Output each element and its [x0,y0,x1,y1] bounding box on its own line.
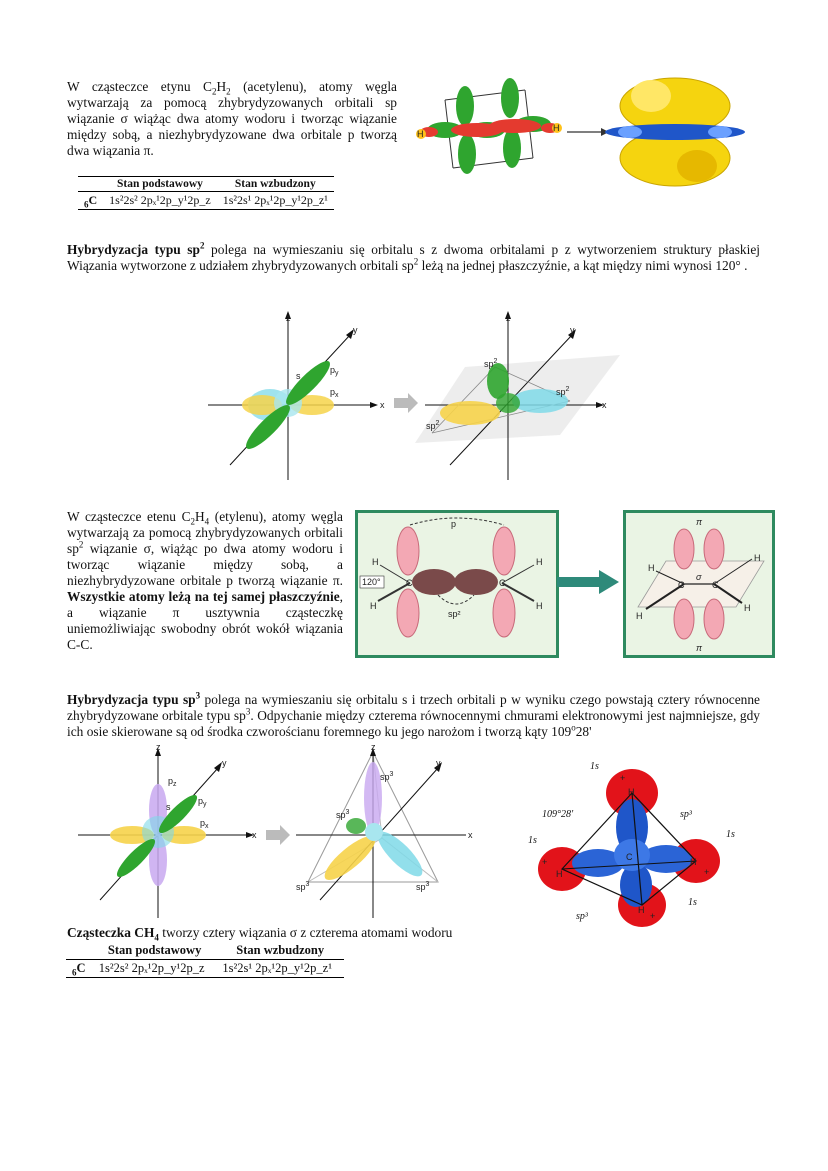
superscript: 3 [345,809,350,816]
table-corner [78,177,103,192]
excited-config: 1s²2s¹ 2pₓ¹2p_y¹2p_z¹ [222,193,328,207]
h-label: H [648,563,655,573]
1s-label: 1s [590,761,599,772]
col-excited: Stan wzbudzony [234,178,316,190]
ethylene-paragraph [67,509,343,653]
text-segment: sp [296,882,306,892]
x-axis-label: x [468,830,473,840]
table-corner [66,942,93,960]
methane-caption [67,925,452,941]
text-segment: 28' [575,724,592,739]
ethylene-pi-diagram [626,513,772,655]
text-segment: leżą na jednej płaszczyźnie, a kąt między nimi wynosi 120° . [418,258,748,273]
subscript: 2 [190,516,195,527]
sp3-label [416,881,430,892]
pi-label: π [696,643,703,653]
sp2-hybridization-diagram [200,305,620,490]
text-segment: H [216,79,227,94]
px-label [330,387,339,399]
text-segment: W cząsteczce etenu C [67,509,191,524]
z-axis-label: z [286,313,291,323]
superscript: 3 [195,690,201,701]
h-label: H [536,601,543,611]
text-segment: sp [380,772,390,782]
sp3-label: sp³ [576,911,588,922]
subscript: x [205,823,209,830]
col-excited: Stan wzbudzony [236,943,325,957]
arrow-icon [557,570,622,594]
superscript: 3 [305,881,310,888]
superscript: 2 [565,386,570,393]
h-label: H [536,557,543,567]
h-label: H [370,601,377,611]
text-segment: C [88,193,98,207]
plus-label: + [650,911,656,921]
plus-label: + [704,867,710,877]
1s-label: 1s [528,835,537,846]
s-label: s [296,371,301,381]
c-label: C [678,580,685,590]
x-axis-label: x [380,400,385,410]
superscript: o [571,722,576,733]
x-axis-label: x [252,830,257,840]
h-label: H [553,123,560,133]
sp3-hybridization-diagram [70,740,480,920]
text-segment: sp [426,421,436,431]
sp2-before-axes [208,311,385,480]
col-ground: Stan podstawowy [116,178,203,190]
ethylene-pi-box [623,510,775,658]
angle-label: 120° [362,577,381,587]
text-segment: , a wiązanie π usztywnia cząsteczkę uniemożliwiając swobodny obrót wokół wiązania C-C. [67,589,343,652]
subscript: 4 [204,516,210,527]
sp2-paragraph [67,242,760,274]
text-segment: wiązanie σ, wiążąc po dwa atomy wodoru i tworząc wiązanie między sobą, a niezhybrydyzowane orbitale p tworzą wiązanie π. [67,541,343,588]
sp2-after-axes [415,311,620,480]
col-ground: Stan podstawowy [107,943,202,957]
superscript: 3 [389,771,394,778]
subscript: 6 [84,199,89,210]
acetylene-paragraph [67,79,397,159]
superscript: 3 [425,881,430,888]
subscript: y [203,801,207,808]
text-segment: sp [336,810,346,820]
text-segment: p [330,365,336,375]
py-label [198,796,207,808]
pi-label: π [696,517,703,527]
subscript: z [173,781,177,788]
h-label: H [556,869,563,879]
1s-label: 1s [688,897,697,908]
ethylene-sp2-box [355,510,559,658]
py-label [330,365,339,377]
sp3-label [296,881,310,892]
h-label: H [372,557,379,567]
text-segment: p [330,387,336,397]
z-axis-label: z [156,742,161,752]
text-segment: tworzy cztery wiązania σ z czterema atomami wodoru [158,925,453,940]
row-label [66,960,93,978]
ethylene-sp2-diagram [358,513,556,655]
text-segment: sp [416,882,426,892]
text-segment: p [200,818,206,828]
acetylene-p-orbitals [416,78,562,174]
bold-term: Hybrydyzacja typu sp [67,242,200,257]
row-label [78,192,103,210]
c-label: C [499,578,506,588]
y-axis-label: y [353,325,358,335]
bold-term: Wszystkie atomy leżą na tej samej płaszczyźnie [67,589,340,604]
superscript: 2 [493,358,498,365]
y-axis-label: y [570,325,575,335]
sp3-after-axes [296,742,473,918]
text-segment: polega na wymieszaniu się orbitalu s z dwoma orbitalami p z wytworzeniem struktury płaskiej Wiązania wytworzone z udziałem zhybrydyzowanych orbitali sp [67,242,761,273]
pz-label [168,776,177,788]
sp2-label: sp² [448,609,461,619]
h-label: H [744,603,751,613]
acetylene-orbital-diagram [415,76,745,190]
sp3-before-axes [78,742,257,918]
subscript: 2 [211,86,217,97]
h-label: H [690,857,697,867]
methane-molecule-diagram [520,755,750,935]
sp3-paragraph [67,692,760,740]
h-label: H [417,129,424,139]
bold-term: Cząsteczka CH [67,925,155,940]
sp3-label [380,771,394,782]
c-label: C [712,580,719,590]
arrow-icon [266,825,290,845]
subscript: x [335,392,339,399]
text-segment: H [195,509,205,524]
p-label: p [451,519,457,529]
text-segment: (etylenu), atomy węgla wytwarzają za pomocą zhybrydyzowanych orbitali sp [67,509,343,556]
text-segment: polega na wymieszaniu się orbitalu s i trzech orbitali p w wyniku czego powstają cztery równocenne zhybrydyzowane orbitale typu sp [67,692,760,723]
ground-config: 1s²2s² 2pₓ¹2p_y¹2p_z [98,961,205,975]
h-label: H [754,553,761,563]
sigma-label: σ [696,572,702,582]
methane-config-table [66,942,344,978]
acetylene-pi-cloud [605,78,745,186]
h-label: H [636,611,643,621]
plus-label: + [620,773,626,783]
s-label: s [166,802,171,812]
subscript: 6 [72,967,77,978]
acetylene-config-table [78,176,334,210]
superscript: 2 [78,539,84,550]
text-segment: . Odpychanie między czterema równocennymi chmurami elektronowymi jest najmniejsze, gdy ich osie skierowane są od środka czworościanu foremnego ku jego narożom i tworzą kąty 109 [67,708,760,739]
superscript: 2 [413,256,419,267]
text-segment: sp [484,359,494,369]
text-segment: (acetylenu), atomy węgla wytwarzają za pomocą zhybrydyzowanych orbitali sp wiązanie σ wiążąc dwa atomy wodoru i tworząc wiązanie między sobą, a niezhybrydyzowane dwa orbitale p tworzą dwa wiązania π. [67,79,397,158]
plus-label: + [542,857,548,867]
1s-label: 1s [726,829,735,840]
superscript: 3 [245,706,251,717]
c-label: C [406,578,413,588]
sp3-label: sp³ [680,809,692,820]
x-axis-label: x [602,400,607,410]
text-segment: p [168,776,174,786]
text-segment: p [198,796,204,806]
c-label: C [626,852,633,862]
z-axis-label: z [506,313,511,323]
arrow-icon [394,393,418,413]
text-segment: sp [556,387,566,397]
subscript: y [335,370,339,377]
arrow-icon [567,128,609,136]
h-label: H [628,787,635,797]
h-label: H [638,905,645,915]
ground-config: 1s²2s² 2pₓ¹2p_y¹2p_z [109,193,211,207]
superscript: 2 [199,240,205,251]
subscript: 2 [226,86,231,97]
bold-term: Hybrydyzacja typu sp [67,692,196,707]
y-axis-label: y [436,758,441,768]
angle-label: 109°28′ [542,809,574,820]
y-axis-label: y [222,758,227,768]
px-label [200,818,209,830]
excited-config: 1s²2s¹ 2pₓ¹2p_y¹2p_z¹ [222,961,332,975]
sp3-label [336,809,350,820]
subscript: 4 [154,932,159,943]
text-segment: C [76,961,86,975]
text-segment: W cząsteczce etynu C [67,79,212,94]
superscript: 2 [435,420,440,427]
z-axis-label: z [371,742,376,752]
